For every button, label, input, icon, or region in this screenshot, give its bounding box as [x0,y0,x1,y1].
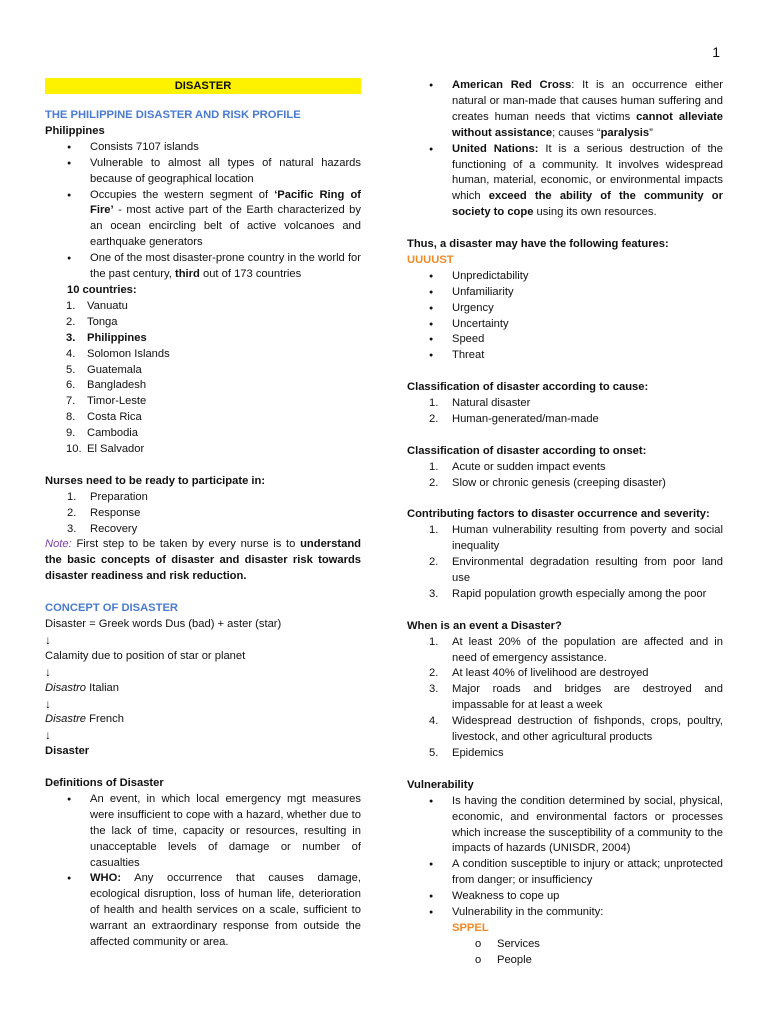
list-item: 1. Preparation [67,490,148,503]
list-item: ● American Red Cross: It is an occurrence either natural or man-made that causes human suffering and creates human needs that victims cannot alleviate without assistance; causes “paralysis” [407,78,723,142]
vulnerability-heading: Vulnerability [407,778,474,791]
factors-list [407,523,723,603]
list-item: 5. Epidemics [429,746,504,759]
concept-line: Disastre French [45,713,124,726]
onset-heading: Classification of disaster according to onset: [407,444,647,457]
list-item: ● An event, in which local emergency mgt measures were insufficient to cope with a hazard, whether due to the lack of time, capacity or resources, resulting in unacceptable levels of damage or number of casualties [45,792,361,872]
down-arrow-icon: ↓ [45,696,51,711]
list-item [45,188,361,252]
profile-heading: THE PHILIPPINE DISASTER AND RISK PROFILE [45,109,301,121]
list-item: 10. El Salvador [66,443,145,456]
text-run: Occupies the western segment of [90,188,275,201]
list-item: 2. Human-generated/man-made [429,413,599,425]
definitions-heading: Definitions of Disaster [45,777,164,790]
list-item: 7. Timor-Leste [66,395,147,408]
title-banner: DISASTER [45,78,361,94]
list-item: 1. At least 20% of the population are affected and in need of emergency assistance. [429,635,723,664]
onset-list [407,460,723,492]
list-item: ● Vulnerability in the community: [407,905,723,921]
list-item: ● Vulnerable to almost all types of natural hazards because of geographical location [45,156,361,188]
list-item: ● Urgency [407,301,723,317]
vulnerability-acronym: SPPEL [452,921,489,934]
list-item: 2. At least 40% of livelihood are destroyed [429,667,649,680]
nurses-heading: Nurses need to be ready to participate in: [45,474,266,487]
down-arrow-icon: ↓ [45,632,51,647]
concept-line: Disastro Italian [45,681,119,694]
list-item: 4. Solomon Islands [66,347,170,360]
when-list [407,635,723,762]
list-item: 9. Cambodia [66,427,138,440]
note-paragraph [45,537,361,585]
factors-heading: Contributing factors to disaster occurrence and severity: [407,508,710,521]
list-item: ● Uncertainty [407,317,723,333]
list-item [45,251,361,283]
countries-list [45,299,361,458]
definitions-list [45,792,361,951]
text-run: - most active part of the Earth characterized by an ocean encircling belt of active volcanoes and earthquake generators [90,204,361,249]
concept-line: Calamity due to position of star or planet [45,649,246,662]
emphasis: third [175,268,200,281]
text-run: First step to be taken by every nurse is to [71,538,301,551]
list-item: ● Speed [407,332,723,348]
list-item: ● Consists 7107 islands [45,140,361,156]
list-item: 1. Acute or sudden impact events [429,460,606,473]
features-heading: Thus, a disaster may have the following features: [407,238,669,251]
list-item: 4. Widespread destruction of fishponds, crops, poultry, livestock, and other agricultural products [429,715,723,744]
list-item: 1. Human vulnerability resulting from poverty and social inequality [429,524,723,553]
list-item: ● United Nations: It is a serious destruction of the functioning of a community. It involves widespread human, material, economic, or environmental impacts which exceed the ability of the community or society to cope using its own resources. [407,142,723,222]
list-item: ● Weakness to cope up [407,889,723,905]
when-heading: When is an event a Disaster? [407,619,562,632]
features-acronym: UUUUST [407,253,454,266]
list-item: 8. Costa Rica [66,411,142,424]
features-list [407,269,723,364]
vulnerability-sublist [407,937,723,969]
list-item: o People [407,953,723,969]
philippines-facts [45,140,361,283]
definitions-list-continued [407,78,723,221]
page-number: 1 [712,44,720,60]
list-item: ● WHO: Any occurrence that causes damage, ecological disruption, loss of human life, deterioration of health and health services on a scale, sufficient to warrant an extraordinary response from outside the affected community or area. [45,871,361,951]
text-run: out of 173 countries [199,268,302,281]
down-arrow-icon: ↓ [45,728,51,743]
concept-heading: CONCEPT OF DISASTER [45,602,179,615]
philippines-label: Philippines [45,124,105,137]
list-item: 3. Philippines [66,331,147,344]
list-item: 1. Natural disaster [429,397,531,410]
list-item: 2. Tonga [66,315,118,328]
cause-list [407,396,723,428]
text-run: One of the most disaster-prone country in the world for the past century, [90,252,361,281]
list-item: 3. Major roads and bridges are destroyed and impassable for at least a week [429,683,723,712]
list-item: ● Is having the condition determined by social, physical, economic, and environmental factors or processes which increase the susceptibility of a community to the impacts of hazards (UNISDR, 2004) [407,794,723,858]
list-item: 6. Bangladesh [66,379,147,392]
down-arrow-icon: ↓ [45,664,51,679]
nurses-list [45,490,361,538]
list-item: 2. Response [67,506,141,519]
list-item: 3. Rapid population growth especially among the poor [429,587,707,600]
concept-line: Disaster = Greek words Dus (bad) + aster (star) [45,617,282,630]
countries-label: 10 countries: [67,283,137,296]
concept-line: Disaster [45,745,90,758]
vulnerability-list [407,794,723,921]
ring-of-fire-term: ‘Pacific Ring of Fire’ [90,188,362,217]
list-item: 2. Slow or chronic genesis (creeping disaster) [429,476,666,489]
list-item: 3. Recovery [67,522,138,535]
note-label: Note: [45,538,72,551]
list-item: 1. Vanuatu [66,299,128,312]
list-item: ● Threat [407,348,723,364]
list-item: ● Unpredictability [407,269,723,285]
right-column [407,78,723,969]
list-item: ● Unfamiliarity [407,285,723,301]
list-item: 5. Guatemala [66,363,142,376]
left-column [45,78,361,951]
emphasis: understand the basic concepts of disaster and disaster risk towards disaster readiness and risk reduction. [45,538,361,583]
list-item: 2. Environmental degradation resulting from poor land use [429,556,723,585]
list-item: o Services [407,937,723,953]
cause-heading: Classification of disaster according to cause: [407,381,649,394]
list-item: ● A condition susceptible to injury or attack; unprotected from danger; or insufficiency [407,857,723,889]
